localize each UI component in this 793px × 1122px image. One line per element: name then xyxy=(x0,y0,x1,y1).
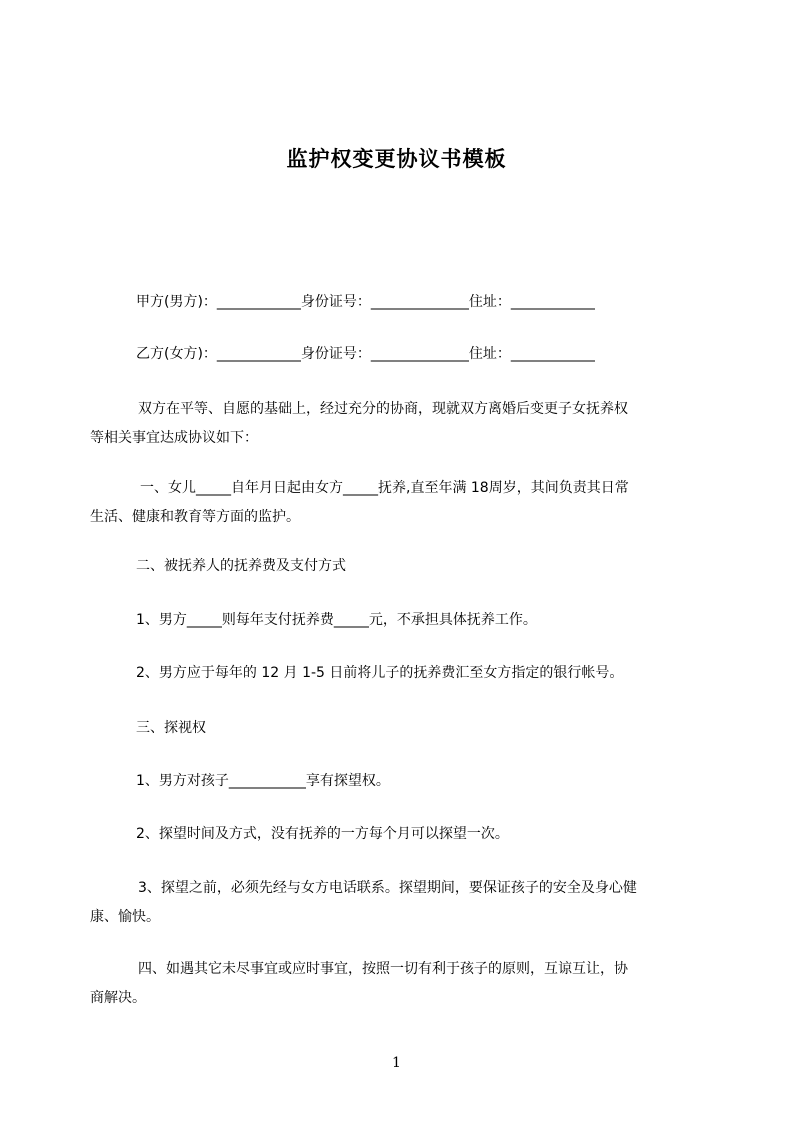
intro-line-1: 双方在平等、自愿的基础上，经过充分的协商，现就双方离婚后变更子女抚养权 xyxy=(138,401,628,417)
section-1-line-2: 生活、健康和教育等方面的监护。 xyxy=(90,509,300,525)
intro-line-2: 等相关事宜达成协议如下： xyxy=(90,430,258,446)
party-b-line: 乙方(女方)：____________身份证号：______________住址：____________ xyxy=(136,346,595,362)
section-2-item-2: 2、男方应于每年的 12 月 1-5 日前将儿子的抚养费汇至女方指定的银行帐号。 xyxy=(136,665,624,681)
document-title: 监护权变更协议书模板 xyxy=(286,147,507,171)
section-4-line-2: 商解决。 xyxy=(90,990,146,1006)
section-2-heading: 二、被抚养人的抚养费及支付方式 xyxy=(136,558,346,574)
intro-paragraph xyxy=(90,395,710,453)
section-3-item-3-line-2: 康、愉快。 xyxy=(90,909,160,925)
section-3-item-1: 1、男方对孩子___________享有探望权。 xyxy=(136,773,390,789)
section-3-item-3-paragraph xyxy=(90,874,710,932)
section-4-paragraph xyxy=(90,955,710,1013)
section-3-item-3-line-1: 3、探望之前，必须先经与女方电话联系。探望期间，要保证孩子的安全及身心健 xyxy=(138,880,637,896)
party-a-line: 甲方(男方)：____________身份证号：______________住址：____________ xyxy=(136,294,595,310)
page-number: 1 xyxy=(392,1055,401,1071)
section-4-line-1: 四、如遇其它未尽事宜或应时事宜，按照一切有利于孩子的原则，互谅互让，协 xyxy=(138,961,628,977)
section-3-heading: 三、探视权 xyxy=(136,720,206,736)
section-1-paragraph xyxy=(90,474,710,532)
section-2-item-1: 1、男方_____则每年支付抚养费_____元，不承担具体抚养工作。 xyxy=(136,612,537,628)
section-1-line-1: 一、女儿_____自年月日起由女方_____抚养,直至年满 18周岁，其间负责其日常 xyxy=(140,480,629,496)
section-3-item-2: 2、探望时间及方式，没有抚养的一方每个月可以探望一次。 xyxy=(136,826,509,842)
